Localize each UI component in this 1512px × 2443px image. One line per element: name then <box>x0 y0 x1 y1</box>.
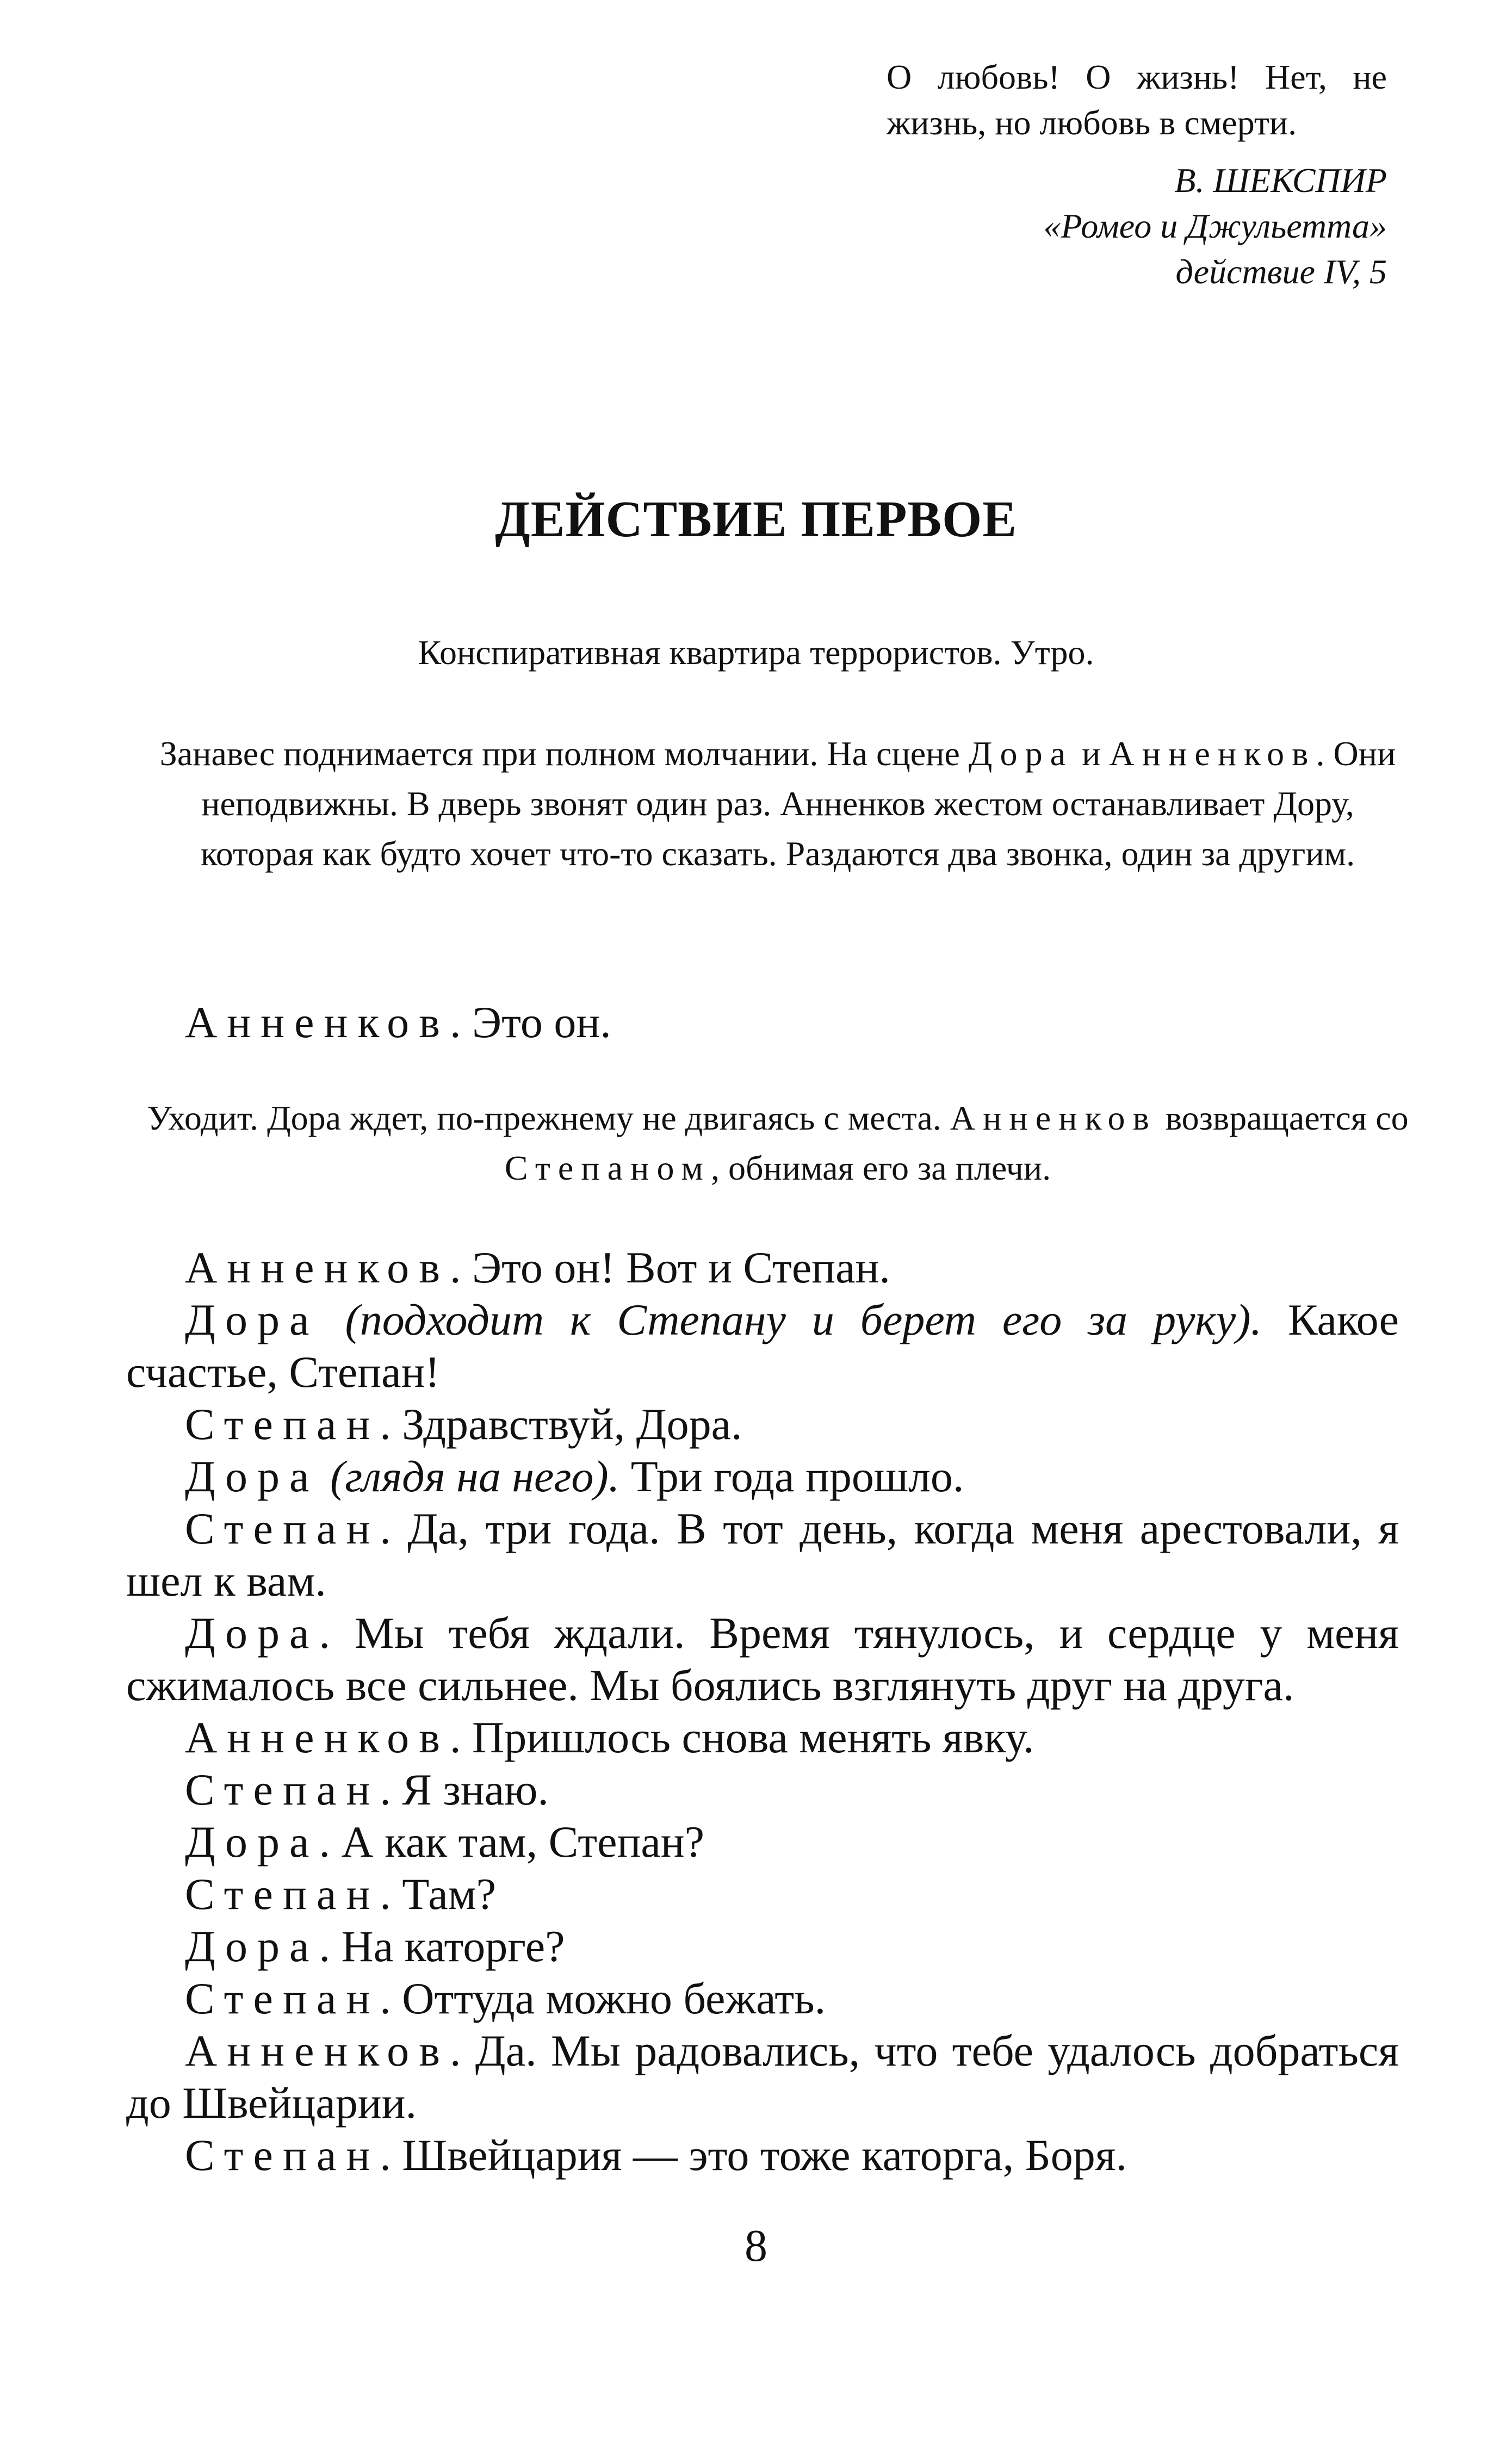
dialogue-line <box>126 1973 1399 2025</box>
act-title: ДЕЙСТВИЕ ПЕРВОЕ <box>495 491 1017 548</box>
character-name: Дора <box>968 734 1074 773</box>
page-number: 8 <box>745 2221 767 2271</box>
stage-text: , обнимая его за плечи. <box>710 1149 1051 1187</box>
speaker-name: Анненков <box>185 2026 450 2075</box>
line-text: . А как там, Степан? <box>319 1817 705 1867</box>
speaker-name: Анненков <box>185 997 450 1047</box>
speaker-name: Дора <box>185 1817 319 1867</box>
epigraph-act: действие IV, 5 <box>1175 252 1387 291</box>
epigraph-author: В. ШЕКСПИР <box>1174 161 1387 200</box>
speaker-name: Степан <box>185 1765 380 1814</box>
dialogue-line <box>126 1712 1399 1764</box>
dialogue <box>126 1242 1399 2181</box>
speaker-name: Дора <box>185 1452 319 1501</box>
line-text: . Это он! Вот и Степан. <box>449 1243 890 1292</box>
line-text: . Да, три года. В тот день, когда меня арестовали, я шел к вам. <box>126 1504 1399 1605</box>
character-name: Анненков <box>950 1099 1157 1137</box>
dialogue-line <box>126 2129 1399 2181</box>
line-text: . Пришлось снова менять явку. <box>449 1713 1034 1762</box>
dialogue-line <box>126 1398 1399 1450</box>
dialogue-line <box>126 1242 1399 1294</box>
line-text: . Это он. <box>449 997 611 1047</box>
line-direction: (подходит к Степану и берет его за руку). <box>345 1295 1262 1344</box>
dialogue-opening <box>126 996 1399 1049</box>
dialogue-line <box>126 1450 1399 1503</box>
line-direction: (глядя на него). <box>330 1452 620 1501</box>
dialogue-line <box>126 2025 1399 2129</box>
dialogue-line <box>126 1816 1399 1868</box>
speaker-name: Степан <box>185 1399 380 1449</box>
speaker-name: Дора <box>185 1921 319 1971</box>
epigraph <box>887 54 1387 295</box>
speaker-name: Дора <box>185 1295 319 1344</box>
dialogue-line <box>126 1920 1399 1973</box>
speaker-name: Анненков <box>185 1713 450 1762</box>
speaker-name: Дора <box>185 1608 319 1658</box>
speaker-name: Степан <box>185 1974 380 2023</box>
line-text: . Здравствуй, Дора. <box>380 1399 742 1449</box>
line-text: . На каторге? <box>319 1921 565 1971</box>
line-text: . Швейцария — это тоже каторга, Боря. <box>380 2130 1127 2180</box>
stage-text: Уходит. Дора ждет, по-прежнему не двигаясь с места. <box>147 1099 950 1137</box>
scene-setting: Конспиративная квартира террористов. Утро. <box>418 633 1094 672</box>
stage-text: . Они неподвижны. В дверь звонят один раз. Анненков жестом останавливает Дору, которая как будто хочет что-то сказать. Раздаются два звонка, один за другим. <box>200 734 1396 873</box>
line-text: . Там? <box>380 1869 496 1919</box>
character-name: Анненков <box>1109 734 1316 773</box>
speaker-name: Степан <box>185 2130 380 2180</box>
stage-text: Занавес поднимается при полном молчании. На сцене <box>159 734 969 773</box>
speaker-name: Анненков <box>185 1243 450 1292</box>
speaker-name: Степан <box>185 1869 380 1919</box>
line-text: . Я знаю. <box>380 1765 549 1814</box>
line-text: . Оттуда можно бежать. <box>380 1974 826 2023</box>
line-text: . Да. Мы радовались, что тебе удалось добраться до Швейцарии. <box>126 2026 1399 2128</box>
character-name: Степаном <box>504 1149 711 1187</box>
epigraph-attribution <box>887 158 1387 295</box>
stage-direction-entrance <box>147 1093 1409 1193</box>
dialogue-line <box>126 1868 1399 1920</box>
dialogue-line <box>126 996 1399 1049</box>
dialogue-line <box>126 1764 1399 1816</box>
line-text: Какое счастье, Степан! <box>126 1295 1399 1397</box>
line-text: Три года прошло. <box>619 1452 964 1501</box>
line-text: . Мы тебя ждали. Время тянулось, и сердце у меня сжималось все сильнее. Мы боялись взглянуть друг на друга. <box>126 1608 1399 1710</box>
speaker-name: Степан <box>185 1504 380 1553</box>
stage-text: и <box>1073 734 1110 773</box>
dialogue-line <box>126 1503 1399 1607</box>
epigraph-quote: О любовь! О жизнь! Нет, не жизнь, но любовь в смерти. <box>887 58 1387 142</box>
dialogue-line <box>126 1294 1399 1398</box>
stage-text: возвращается со <box>1156 1099 1409 1137</box>
epigraph-work: «Ромео и Джульетта» <box>1043 207 1387 245</box>
stage-direction-opening <box>147 729 1409 879</box>
dialogue-line <box>126 1607 1399 1712</box>
